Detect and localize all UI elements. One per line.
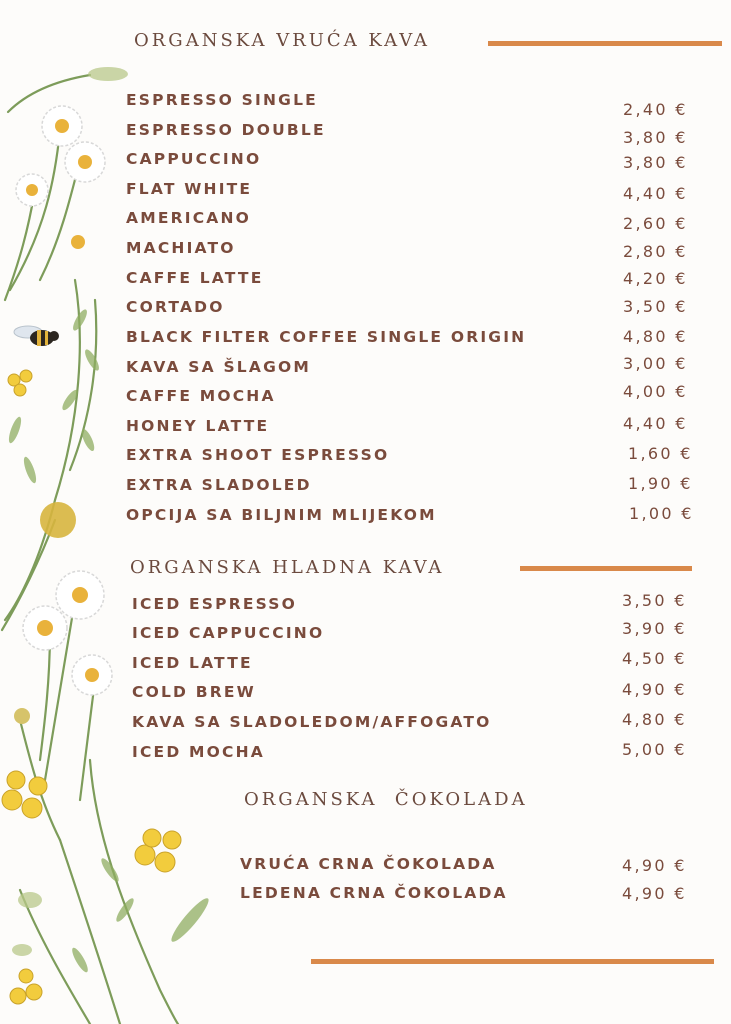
- item-price: 4,80 €: [623, 327, 688, 346]
- item-name: KAVA SA ŠLAGOM: [126, 358, 312, 376]
- item-price: 3,00 €: [623, 354, 688, 373]
- item-name: EXTRA SHOOT ESPRESSO: [126, 446, 390, 464]
- item-price: 1,00 €: [629, 504, 694, 523]
- item-price: 4,40 €: [623, 184, 688, 203]
- section-title-hot-coffee: ORGANSKA VRUĆA KAVA: [134, 30, 431, 51]
- item-name: AMERICANO: [126, 209, 252, 227]
- item-name: CAPPUCCINO: [126, 150, 262, 168]
- item-name: COLD BREW: [132, 683, 256, 701]
- item-name: ESPRESSO SINGLE: [126, 91, 318, 109]
- item-price: 1,90 €: [628, 474, 693, 493]
- item-price: 2,40 €: [623, 100, 688, 119]
- item-price: 3,50 €: [622, 591, 687, 610]
- item-price: 5,00 €: [622, 740, 687, 759]
- item-name: ICED MOCHA: [132, 743, 265, 761]
- item-name: BLACK FILTER COFFEE SINGLE ORIGIN: [126, 328, 527, 346]
- item-name: CAFFE MOCHA: [126, 387, 276, 405]
- item-name: ICED LATTE: [132, 654, 253, 672]
- item-name: FLAT WHITE: [126, 180, 253, 198]
- item-price: 4,90 €: [622, 680, 687, 699]
- item-price: 3,90 €: [622, 619, 687, 638]
- bee-icon: [14, 326, 59, 346]
- item-price: 3,50 €: [623, 297, 688, 316]
- section-title-cold-coffee: ORGANSKA HLADNA KAVA: [130, 557, 445, 578]
- item-name: OPCIJA SA BILJNIM MLIJEKOM: [126, 506, 437, 524]
- item-price: 4,40 €: [623, 414, 688, 433]
- item-price: 4,20 €: [623, 269, 688, 288]
- item-name: CAFFE LATTE: [126, 269, 264, 287]
- item-price: 4,80 €: [622, 710, 687, 729]
- item-name: EXTRA SLADOLED: [126, 476, 312, 494]
- item-name: KAVA SA SLADOLEDOM/AFFOGATO: [132, 713, 492, 731]
- item-name: MACHIATO: [126, 239, 236, 257]
- item-name: ICED CAPPUCCINO: [132, 624, 325, 642]
- menu-item: [240, 881, 696, 907]
- item-price: 4,50 €: [622, 649, 687, 668]
- item-name: ESPRESSO DOUBLE: [126, 121, 326, 139]
- item-price: 3,80 €: [623, 153, 688, 172]
- item-price: 4,90 €: [622, 884, 687, 903]
- item-price: 3,80 €: [623, 128, 688, 147]
- item-name: LEDENA CRNA ČOKOLADA: [240, 884, 508, 902]
- item-name: HONEY LATTE: [126, 417, 270, 435]
- footer-divider: [311, 959, 714, 964]
- item-price: 2,80 €: [623, 242, 688, 261]
- item-name: CORTADO: [126, 298, 225, 316]
- item-price: 4,90 €: [622, 856, 687, 875]
- daisy-flowers: [14, 106, 112, 724]
- item-price: 2,60 €: [623, 214, 688, 233]
- section-title-chocolate: ORGANSKA ČOKOLADA: [244, 789, 528, 810]
- menu-item: [240, 852, 696, 878]
- item-price: 4,00 €: [623, 382, 688, 401]
- item-name: ICED ESPRESSO: [132, 595, 298, 613]
- chocolate-list: [240, 0, 696, 920]
- item-price: 1,60 €: [628, 444, 693, 463]
- item-name: VRUĆA CRNA ČOKOLADA: [240, 855, 497, 873]
